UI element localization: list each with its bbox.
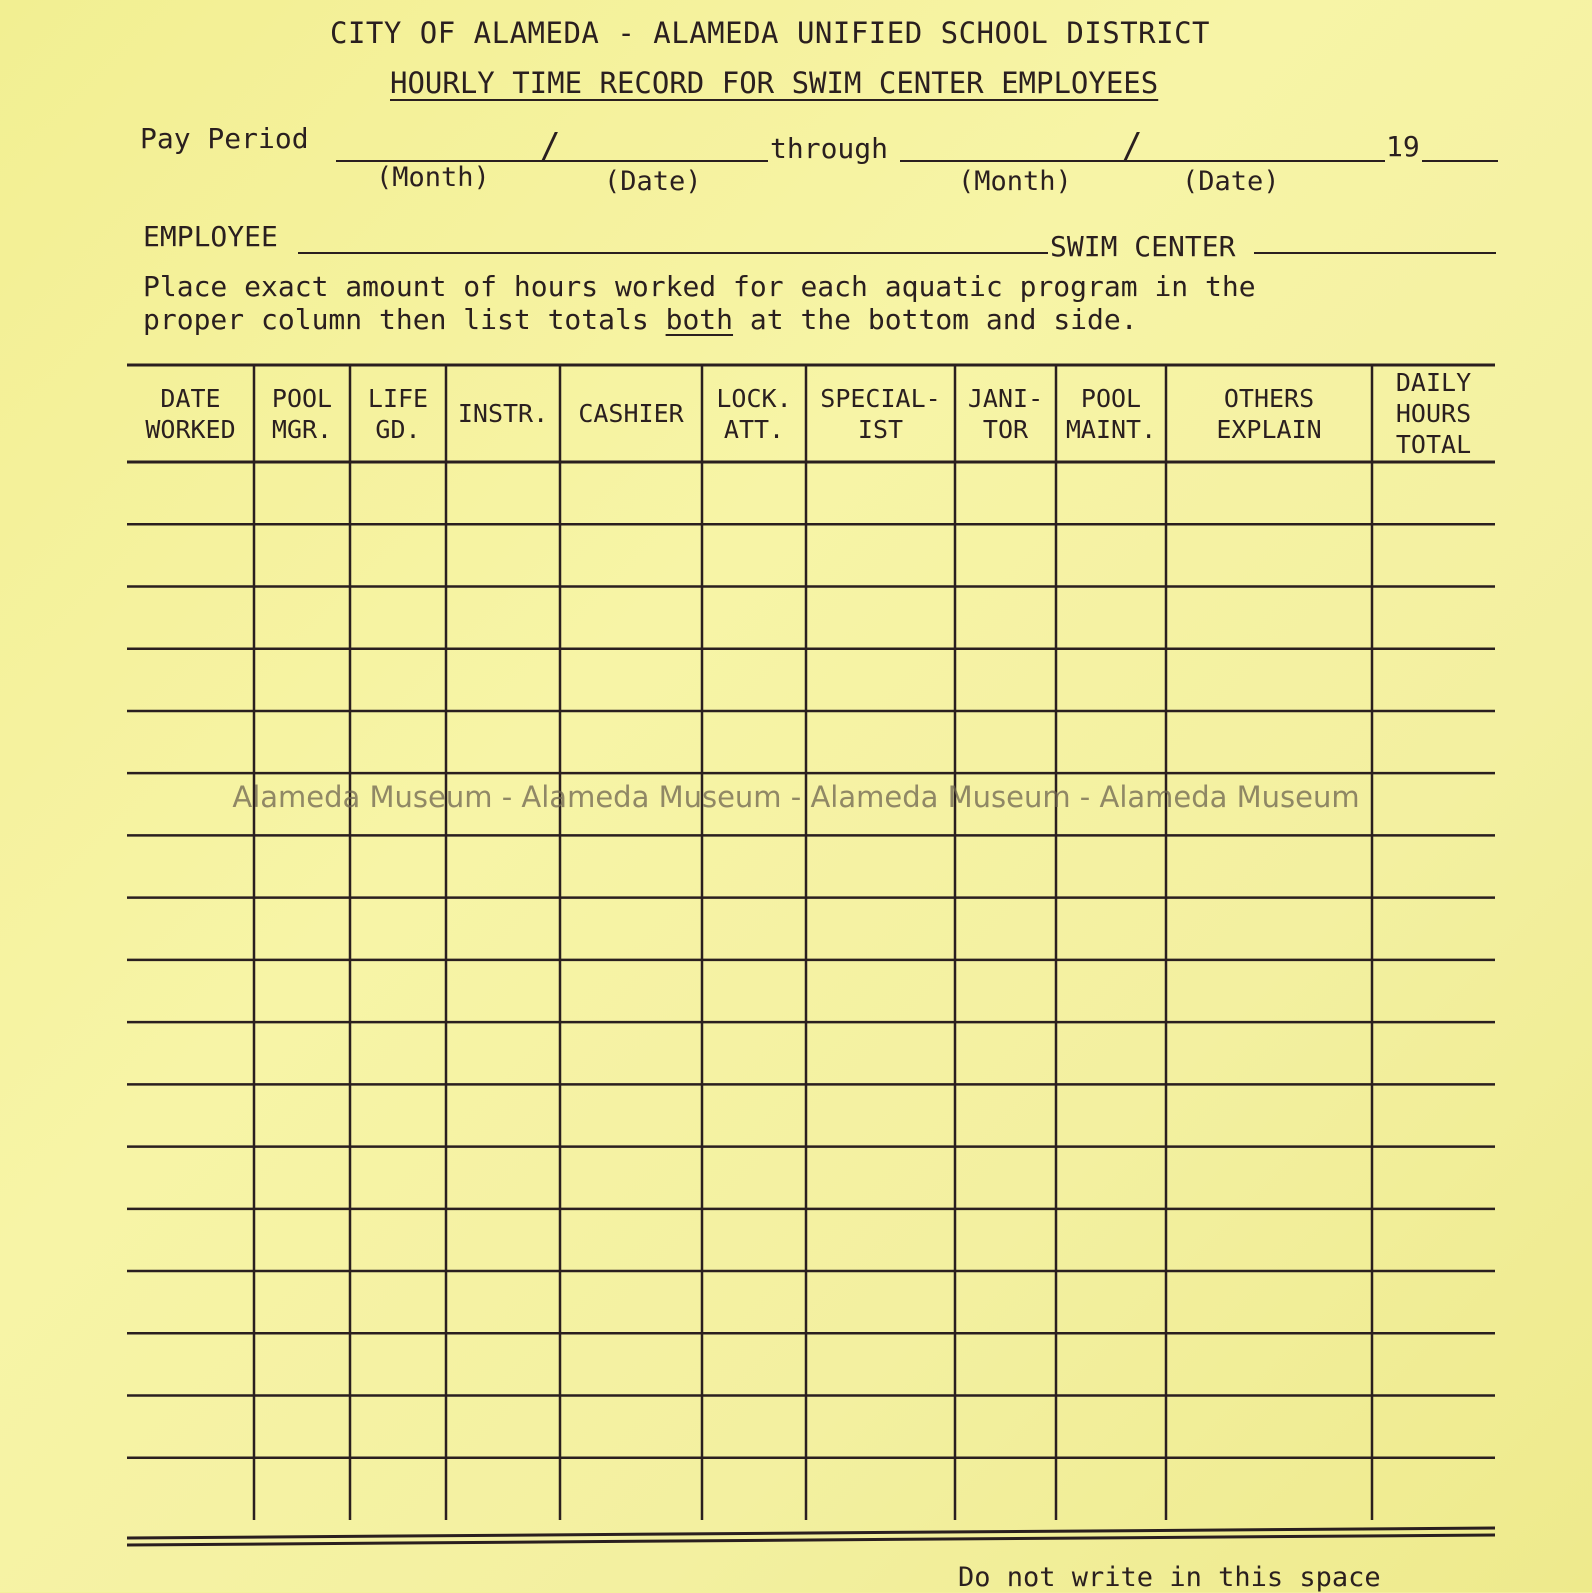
column-header: POOL MAINT. [1065, 383, 1157, 444]
start-month-caption: (Month) [376, 162, 490, 193]
form-title: CITY OF ALAMEDA - ALAMEDA UNIFIED SCHOOL DISTRICT [330, 16, 1211, 50]
office-use-note: Do not write in this space [958, 1562, 1381, 1593]
column-header: JANI- TOR [967, 383, 1044, 444]
end-month-caption: (Month) [958, 166, 1072, 197]
column-header: DATE WORKED [145, 383, 236, 444]
column-header: LOCK. ATT. [716, 383, 792, 444]
pay-period-label: Pay Period [140, 122, 309, 155]
form-subtitle: HOURLY TIME RECORD FOR SWIM CENTER EMPLOYEES [390, 66, 1159, 100]
column-header: DAILY HOURS TOTAL [1395, 368, 1472, 459]
employee-label: EMPLOYEE [143, 220, 278, 253]
pay-period-start-separator: / [540, 126, 561, 166]
instructions-emphasis: both [665, 303, 734, 336]
column-header: SPECIAL- IST [820, 383, 941, 444]
swim-center-label: SWIM CENTER [1050, 230, 1236, 263]
start-date-caption: (Date) [604, 166, 702, 197]
instructions-line-2-start: proper column then list totals [143, 303, 666, 336]
column-header: POOL MGR. [271, 383, 333, 444]
column-header: CASHIER [578, 399, 684, 428]
instructions-line-2-end: at the bottom and side. [733, 303, 1138, 336]
column-header: LIFE GD. [367, 383, 429, 444]
column-header: OTHERS EXPLAIN [1216, 383, 1322, 444]
column-header: INSTR. [457, 399, 549, 428]
year-prefix: 19 [1386, 130, 1420, 163]
instructions-line-1: Place exact amount of hours worked for each aquatic program in the [143, 270, 1256, 303]
museum-watermark: Alameda Museum - Alameda Museum - Alameda Museum - Alameda Museum [232, 780, 1360, 814]
end-date-caption: (Date) [1182, 166, 1280, 197]
pay-period-end-separator: / [1122, 126, 1143, 166]
through-label: through [770, 132, 889, 165]
